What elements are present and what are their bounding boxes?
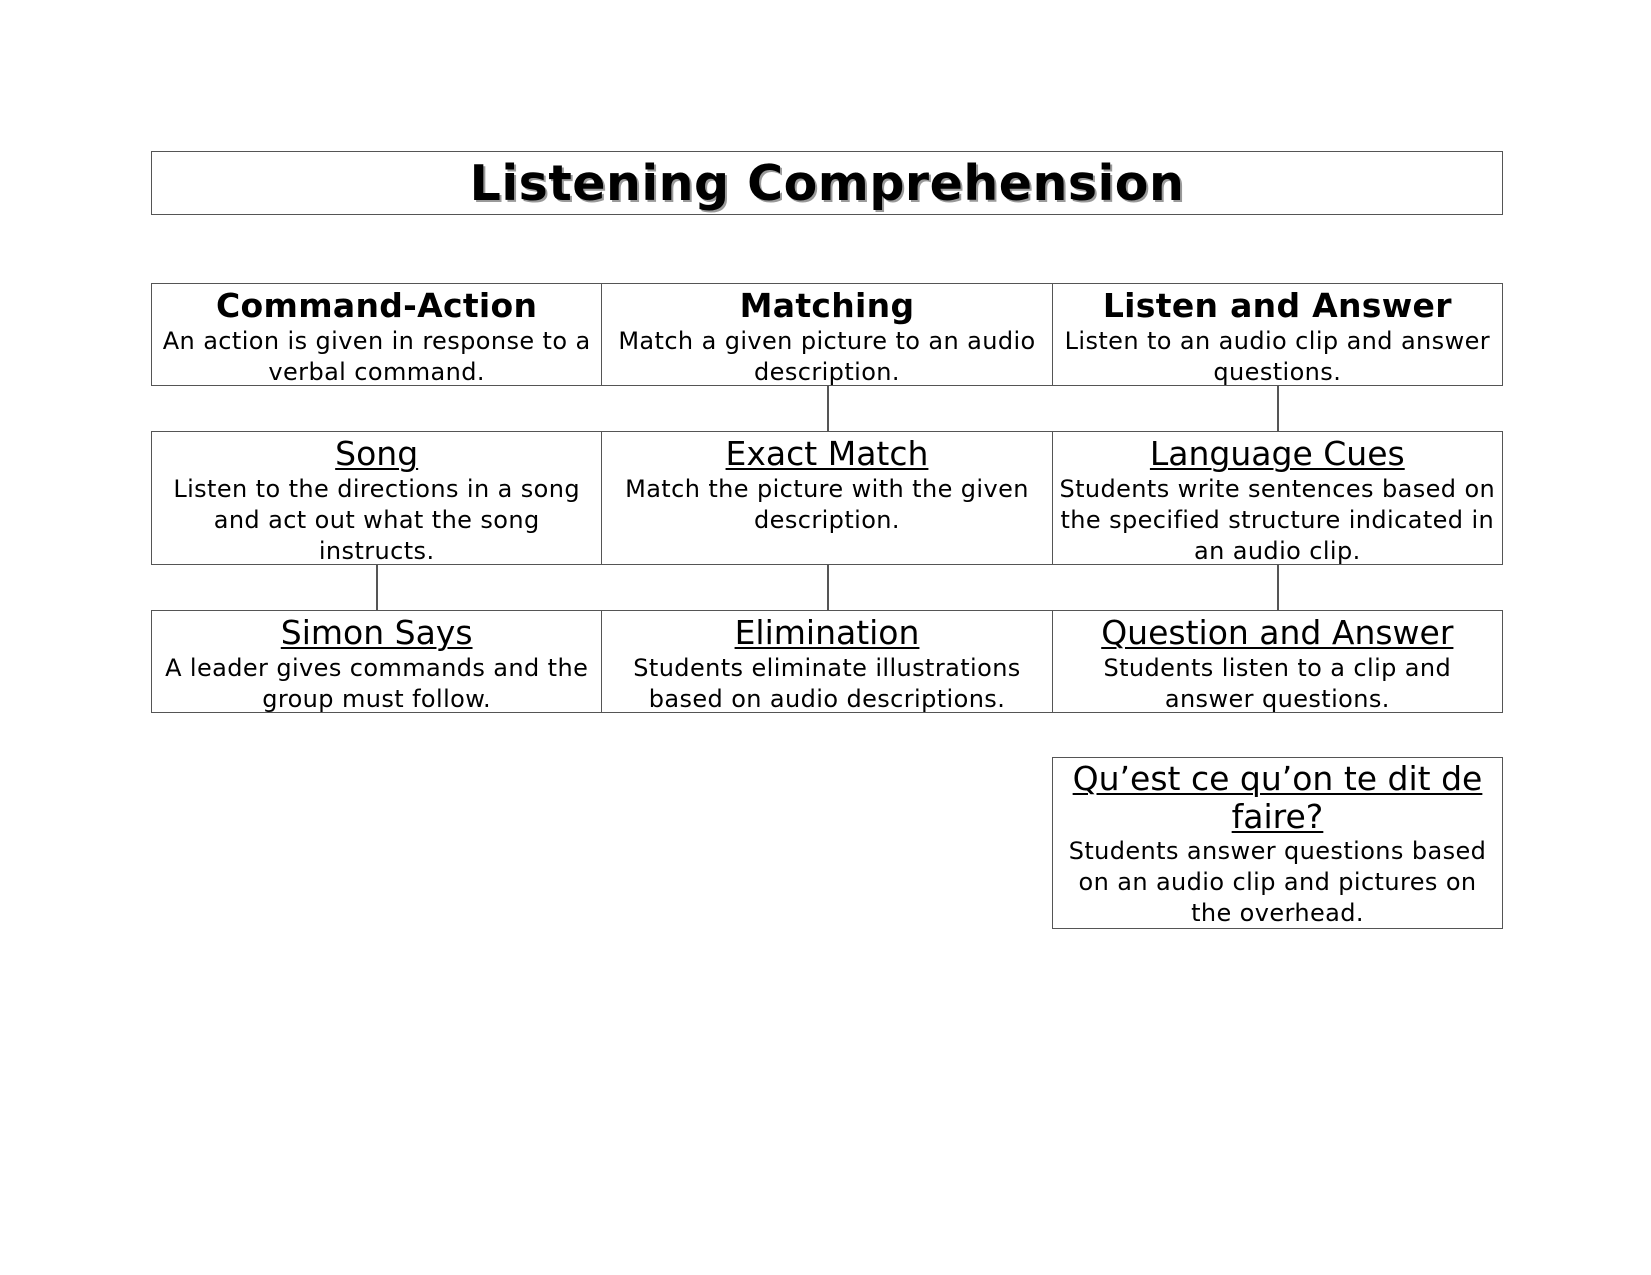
activity-language-cues (1052, 431, 1503, 565)
activity-description: Students eliminate illustrations based on audio descriptions. (633, 654, 1021, 713)
activity-song (151, 431, 601, 565)
connector-line (827, 565, 829, 610)
connector-line (1277, 386, 1279, 431)
category-heading: Command-Action (216, 286, 538, 325)
category-description: Match a given picture to an audio description. (618, 327, 1036, 386)
activity-row (151, 610, 1503, 713)
activity-description: Match the picture with the given description. (625, 475, 1029, 534)
activity-heading: Elimination (734, 613, 920, 652)
activity-description: Students answer questions based on an audio clip and pictures on the overhead. (1068, 837, 1487, 927)
activity-heading: Simon Says (280, 613, 473, 652)
category-description: An action is given in response to a verbal command. (162, 327, 591, 386)
activity-heading: Exact Match (725, 434, 929, 473)
activity-simon-says (151, 610, 601, 713)
activity-heading: Qu’est ce qu’on te dit de faire? (1072, 759, 1483, 836)
activity-heading: Song (335, 434, 419, 473)
activity-heading: Question and Answer (1101, 613, 1454, 652)
connector-line (827, 386, 829, 431)
category-row (151, 283, 1503, 386)
category-command-action (151, 283, 601, 386)
connector-line (376, 565, 378, 610)
activity-heading: Language Cues (1149, 434, 1405, 473)
activity-quest-ce-quon-te-dit-de-faire (1052, 757, 1503, 929)
connector-line (1277, 565, 1279, 610)
activity-description: Listen to the directions in a song and act out what the song instructs. (173, 475, 580, 565)
category-heading: Listen and Answer (1102, 286, 1452, 325)
category-heading: Matching (739, 286, 915, 325)
category-listen-and-answer (1052, 283, 1503, 386)
activity-description: A leader gives commands and the group must follow. (165, 654, 589, 713)
activity-row (151, 431, 1503, 565)
category-matching (601, 283, 1051, 386)
activity-description: Students write sentences based on the specified structure indicated in an audio clip. (1059, 475, 1496, 565)
category-description: Listen to an audio clip and answer questions. (1064, 327, 1491, 386)
title-box (151, 151, 1503, 215)
page-title: Listening Comprehension (469, 154, 1185, 212)
activity-question-and-answer (1052, 610, 1503, 713)
activity-exact-match (601, 431, 1051, 565)
activity-description: Students listen to a clip and answer questions. (1103, 654, 1452, 713)
activity-elimination (601, 610, 1051, 713)
